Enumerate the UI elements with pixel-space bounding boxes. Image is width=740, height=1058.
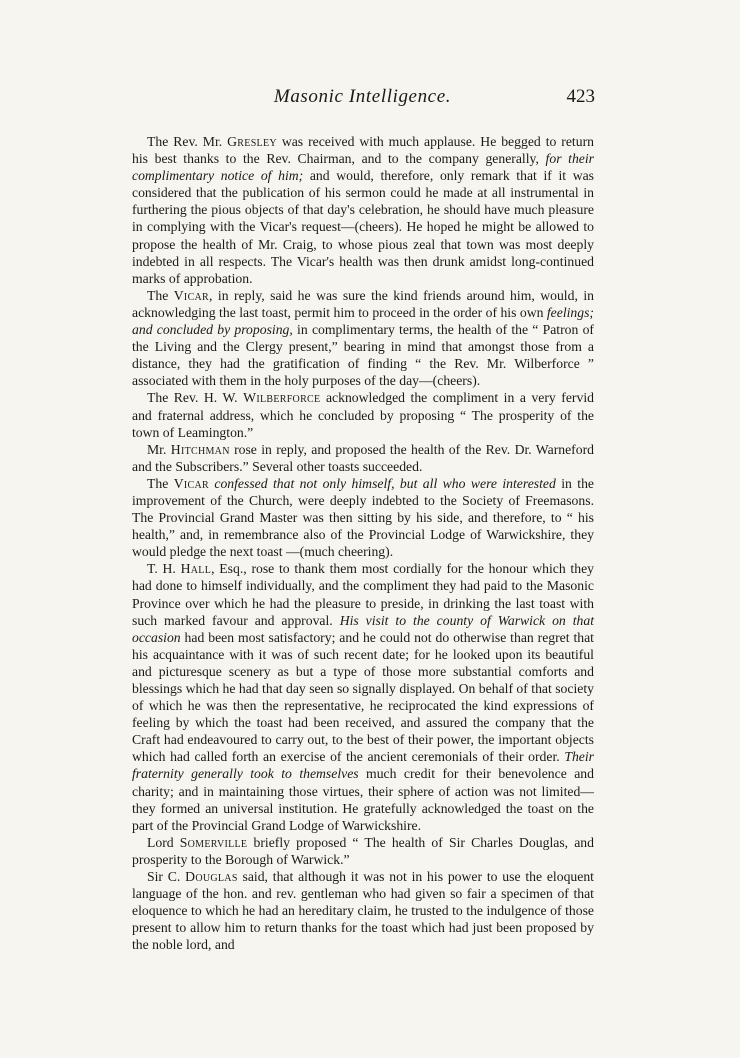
speaker-name: Vicar	[173, 475, 209, 491]
text-run: , in reply, said he was sure the kind friends around him, would, in acknowledging the last toast, permit him to proceed in the order of his own	[132, 287, 594, 320]
speaker-name: Somerville	[179, 834, 248, 850]
text-run: much credit for their benevolence and charity; and in maintaining those virtues, their sphere of action was not limited—they formed an universal institution. He gratefully acknowledged the toast on the part of the Provincial Grand Lodge of Warwickshire.	[132, 766, 594, 833]
italic-run: His visit to the county of Warwick on that occasion	[132, 612, 594, 645]
text-run: Sir C.	[147, 869, 186, 885]
text-run: The	[147, 287, 174, 303]
text-run: Lord	[147, 834, 180, 850]
text-run: Mr.	[147, 441, 171, 457]
paragraph-hitchman	[132, 441, 594, 475]
paragraph-somerville	[132, 834, 594, 868]
text-run: had been most satisfactory; and he could not do otherwise than regret that his acquaintance with it was of such recent date; for he looked upon its beautiful and picturesque scenery as but a type of those more substantial comforts and blessings which he had that day seen so signally displayed. On behalf of that society of which he was then the representative, he reciprocated the kind expressions of feeling by which the toast had been received, and assured the company that the Craft had endeavoured to carry out, to the best of their power, the important objects which had called forth an exercise of the ancient ceremonials of their order.	[132, 629, 594, 765]
text-run: and would, therefore, only remark that if it was considered that the publication of his sermon could he made at all instrumental in furthering the pious objects of that day's celebration, he should have much pleasure in complying with the Vicar's request—(cheers). He hoped he might be allowed to propose the health of Mr. Craig, to whose pious zeal that town was most deeply indebted in all respects. The Vicar's health was then drunk amidst long-continued marks of approbation.	[132, 168, 594, 286]
italic-run: for their complimentary notice of him;	[132, 151, 595, 184]
running-title: Masonic Intelligence.	[273, 86, 452, 107]
text-run: said, that although it was not in his power to use the eloquent language of the hon. and rev. gentleman who had given so fair a specimen of that eloquence to which he had an hereditary claim, he trusted to the indulgence of those present to allow him to return thanks for the toast which had just been proposed by the noble lord, and	[132, 869, 594, 953]
article-body	[132, 133, 594, 954]
paragraph-gresley-reply	[132, 133, 594, 287]
text-run: acknowledged the compliment in a very fervid and fraternal address, which he concluded by proposing “ The prosperity of the town of Leamington.”	[132, 390, 594, 440]
text-run: The Rev. Mr.	[147, 134, 228, 149]
text-run: briefly proposed “ The health of Sir Charles Douglas, and prosperity to the Borough of Warwick.”	[132, 834, 594, 867]
paragraph-vicar-freemasons	[132, 475, 594, 560]
italic-run: feelings; and concluded by proposing,	[132, 304, 594, 338]
text-run: rose in reply, and proposed the health of the Rev. Dr. Warneford and the Subscribers.” Several other toasts succeeded.	[132, 441, 594, 474]
speaker-name: Hitchman	[170, 441, 230, 457]
text-run: in the improvement of the Church, were deeply indebted to the Society of Freemasons. The Provincial Grand Master was then sitting by his side, and therefore, to “ his health,” and, in remembrance also of the Provincial Lodge of Warwickshire, they would pledge the next toast —(much cheering).	[132, 475, 594, 560]
paragraph-wilberforce	[132, 389, 594, 440]
italic-run: Their fraternity generally took to themselves	[132, 749, 594, 782]
text-run: The Rev. H. W.	[147, 390, 244, 406]
text-run: in complimentary terms, the health of the “ Patron of the Living and the Clergy present,” bearing in mind that amongst those from a distance, they had the gratification of finding “ the Rev. Mr. Wilberforce ” associated with them in the holy purposes of the day—(cheers).	[132, 322, 594, 389]
text-run: T. H.	[147, 561, 181, 577]
speaker-name: Vicar	[173, 287, 210, 303]
italic-run: confessed that not only himself, but all who were interested	[208, 475, 556, 491]
paragraph-hall	[132, 560, 594, 834]
text-run: was received with much applause. He begged to return his best thanks to the Rev. Chairman, and to the company generally,	[132, 134, 594, 167]
paragraph-vicar-reply	[132, 287, 594, 390]
speaker-name: Gresley	[227, 134, 277, 149]
paragraph-douglas	[132, 868, 594, 953]
speaker-name: Douglas	[185, 869, 238, 885]
speaker-name: Hall	[180, 561, 212, 577]
speaker-name: Wilberforce	[243, 390, 321, 406]
text-run: The	[147, 475, 174, 491]
text-run: , Esq., rose to thank them most cordially for the honour which they had done to himself individually, and the compliment they had paid to the Masonic Province over which he had the pleasure to preside, in drinking the last toast with such marked favour and approval.	[132, 561, 594, 628]
page-header	[130, 86, 595, 116]
page-number: 423	[566, 86, 595, 107]
